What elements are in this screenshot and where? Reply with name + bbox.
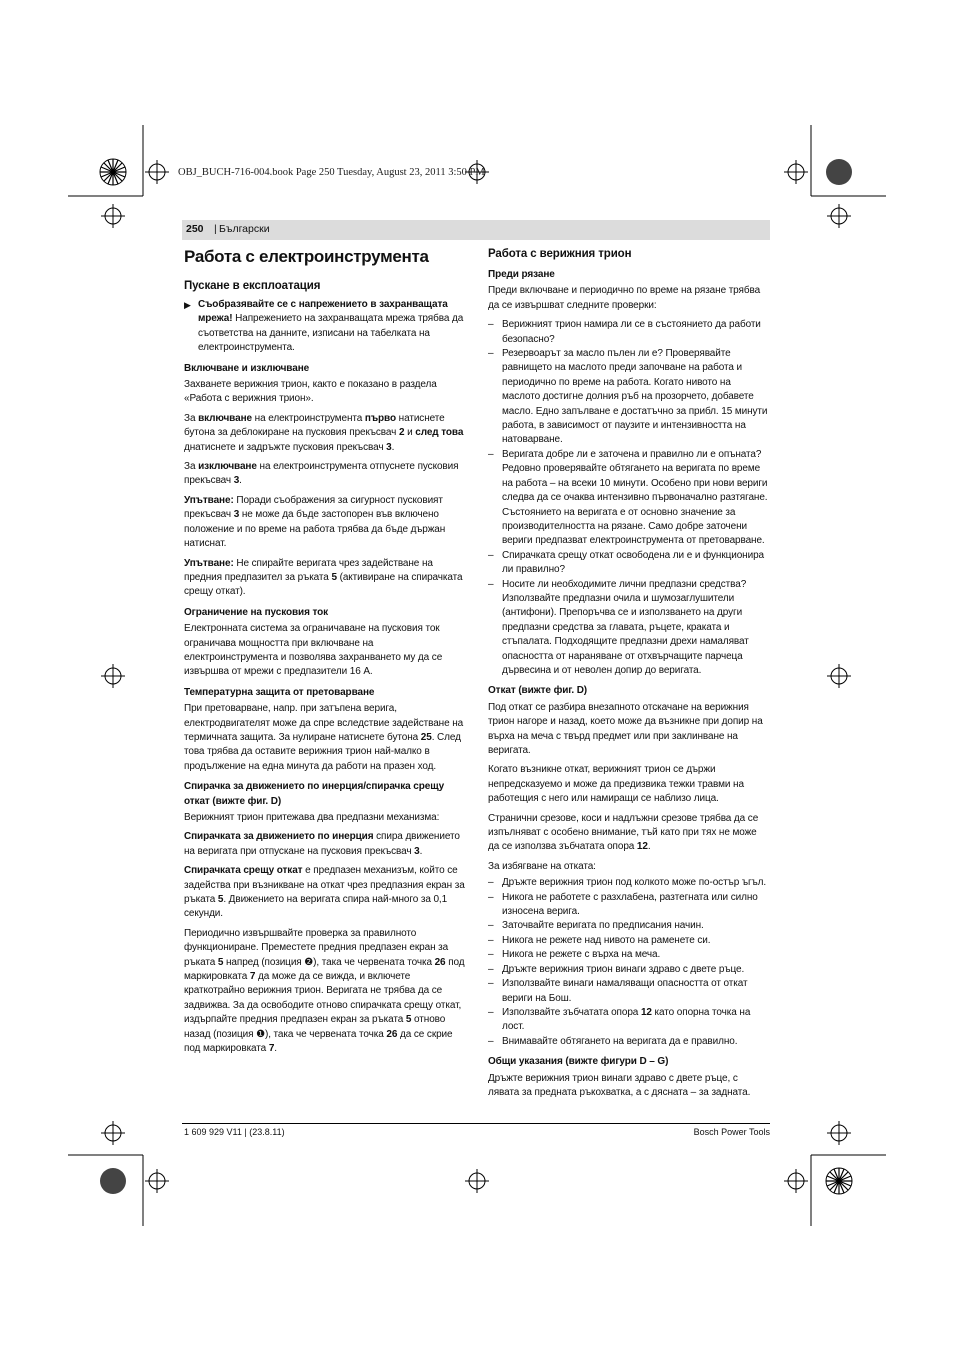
list-item: – Използвайте зъбчатата опора 12 като опорна точка на лост. — [488, 1006, 751, 1033]
thermal-paragraph: При претоварване, напр. при затъпена верига, електродвигателят може да спре вследствие задействане на термичната защита. За нулиране натиснете бутона 25. След това трябва да оставите верижния трион най-малко в продължение на една минута да работи на празен ход. — [184, 703, 464, 772]
avoid-paragraph: За избягване на отката: — [488, 860, 596, 872]
list-item: – Никога не режете над нивото на раменете си. — [488, 934, 711, 946]
avoid-list — [488, 876, 770, 1049]
list-item: – Спирачката срещу откат освободена ли е и функционира ли правилно? — [488, 549, 765, 576]
note-paragraph-1: Упътване: Поради съображения за сигурност пусковият прекъсвач 3 не може да бъде застопорен във включено положение и по време на работа трябва да бъде държан натиснат. — [184, 494, 446, 550]
list-item: – Използвайте винаги намаляващи опасността от откат вериги на Бош. — [488, 978, 748, 1004]
footer-brand: Bosch Power Tools — [693, 1127, 770, 1137]
checks-list — [488, 318, 770, 678]
list-item: – Никога не режете с върха на меча. — [488, 949, 661, 961]
brake-paragraph-3: Спирачката срещу откат е предпазен механизъм, който се задейства при възникване на откат чрез предпазния екран за ръката 5. Движението на веригата спира най-много за 0,1 секунди. — [184, 865, 465, 920]
note-paragraph-2: Упътване: Не спирайте веригата чрез задействане на предния предпазител за ръката 5 (активиране на спирачката срещу откат). — [184, 557, 463, 598]
brake-heading: Спирачка за движението по инерция/спирачка срещу откат (вижте фиг. D) — [184, 781, 445, 807]
kickback-paragraph-2: Когато възникне откат, верижният трион се държи непредсказуемо и може да предизвика тежки травми на работещия с него или намиращи се наблизо лица. — [488, 764, 744, 805]
voltage-bullet: ▶ Съобразявайте се с напрежението в захранващата мрежа! Напрежението на захранващата мрежа трябва да съответства на данните, изписани на табелката на електроинструмента. — [184, 299, 464, 354]
brake-paragraph-1: Верижният трион притежава два предпазни механизма: — [184, 812, 440, 823]
brake-paragraph-2: Спирачката за движението по инерция спира движението на веригата при отпускане на пусковия прекъсвач 3. — [184, 831, 460, 857]
left-column — [184, 246, 466, 1062]
page-header — [182, 220, 770, 240]
kickback-heading: Откат (вижте фиг. D) — [488, 685, 588, 697]
print-info: OBJ_BUCH-716-004.book Page 250 Tuesday, August 23, 2011 3:50 PM — [178, 167, 485, 178]
list-item: – Веригата добре ли е заточена и правилно ли е опъната? Редовно проверявайте обтягането на веригата по време на работа – на всеки 10 минути. Особено при нови вериги следва да се очаква интензивно първоначално разтягане. Състоянието на веригата е от основно значение за производителността на рязане. Само добре заточени вериги предпазват електроинструмента от претоварване. — [488, 448, 768, 547]
kickback-paragraph-3: Странични срезове, коси и надлъжни срезове трябва да се изпълняват с особено внимание, тъй като при тях не може да се използва зъбчатата опора 12. — [488, 812, 759, 853]
page-number: 250 — [186, 223, 204, 235]
footer-rule — [182, 1123, 770, 1124]
before-cutting-heading: Преди рязане — [488, 269, 555, 280]
header-separator: | — [214, 223, 217, 235]
current-paragraph: Електронната система за ограничаване на пусковия ток ограничава мощността при включване на електроинструмента и позволява захранването му да се извършва от мрежи с предпазители 16 А. — [184, 623, 443, 678]
switch-off-paragraph: За изключване на електроинструмента отпуснете пусковия прекъсвач 3. — [184, 461, 459, 487]
onoff-paragraph: Захванете верижния трион, както е показано в раздела «Работа с верижния трион». — [184, 379, 437, 405]
switch-on-paragraph: За включване на електроинструмента първо натиснете бутона за деблокиране на пусковия прекъсвач 2 и след това днатиснете и задръжте пусковия прекъсвач 3. — [184, 412, 464, 453]
onoff-heading: Включване и изключване — [184, 362, 310, 374]
page-title: Работа с електроинструмента — [184, 247, 429, 266]
start-heading: Пускане в експлоатация — [184, 280, 321, 292]
current-heading: Ограничение на пусковия ток — [184, 606, 329, 618]
list-item: – Никога не работете с разхлабена, разтегната или силно износена верига. — [488, 891, 758, 918]
triangle-bullet-icon: ▶ — [184, 300, 191, 310]
list-item: – Заточвайте веригата по предписания начин. — [488, 920, 704, 932]
before-cutting-paragraph: Преди включване и периодично по време на рязане трябва да се извършват следните проверки: — [488, 285, 761, 311]
list-item: – Дръжте верижния трион под колкото може по-остър ъгъл. — [488, 877, 767, 889]
general-paragraph: Дръжте верижния трион винаги здраво с двете ръце, с лявата за предната ръкохватка, а с дясната – за задната. — [488, 1072, 751, 1098]
brake-paragraph-4: Периодично извършвайте проверка за правилното функциониране. Преместете предния предпазен екран за ръката 5 напред (позиция ❷), така че червената точка 26 под маркировката 7 да може да се вижда, и включете краткотрайно верижния трион. Веригата не трябва да се задвижва. За да освободите отново спирачката срещу откат, издърпайте предния предпазен екран за ръката 5 отново назад (позиция ❶), така че червената точка 26 да се скрие под маркировката 7. — [184, 927, 465, 1055]
list-item: – Верижният трион намира ли се в състоянието да работи безопасно? — [488, 319, 761, 345]
thermal-heading: Температурна защита от претоварване — [184, 686, 375, 698]
saw-heading: Работа с верижния трион — [488, 248, 632, 260]
list-item: – Дръжте верижния трион винаги здраво с двете ръце. — [488, 963, 745, 975]
general-heading: Общи указания (вижте фигури D – G) — [488, 1056, 669, 1068]
kickback-paragraph-1: Под откат се разбира внезапното отскачане на верижния трион нагоре и назад, което може да възникне при допир на върха на меча с твърд предмет или при заклинване на веригата. — [488, 701, 763, 756]
list-item: – Внимавайте обтягането на веригата да е правилно. — [488, 1035, 738, 1047]
footer-doc-number: 1 609 929 V11 | (23.8.11) — [184, 1127, 285, 1137]
list-item: – Носите ли необходимите лични предпазни средства? Използвайте предпазни очила и шумозаглушители (антифони). Препоръчва се и използването на други предпазни средства за главата, ръцете, краката и стъпалата. Подходящите предпазни дрехи намаляват опасността от нараняване от отхвърчащите парчеца дървесина и от неволен допир до веригата. — [488, 578, 749, 676]
header-language: Български — [219, 223, 270, 235]
list-item: – Резервоарът за масло пълен ли е? Проверявайте равнището на маслото преди започване на работа и периодично по време на работа. Когато нивото на маслото достигне долния ръб на прозорчето, добавете масло. Едно запълване е достатъчно за прибл. 15 минути работа, в зависимост от паузите и интензивността на натоварване. — [488, 348, 768, 446]
right-column — [488, 246, 770, 1105]
